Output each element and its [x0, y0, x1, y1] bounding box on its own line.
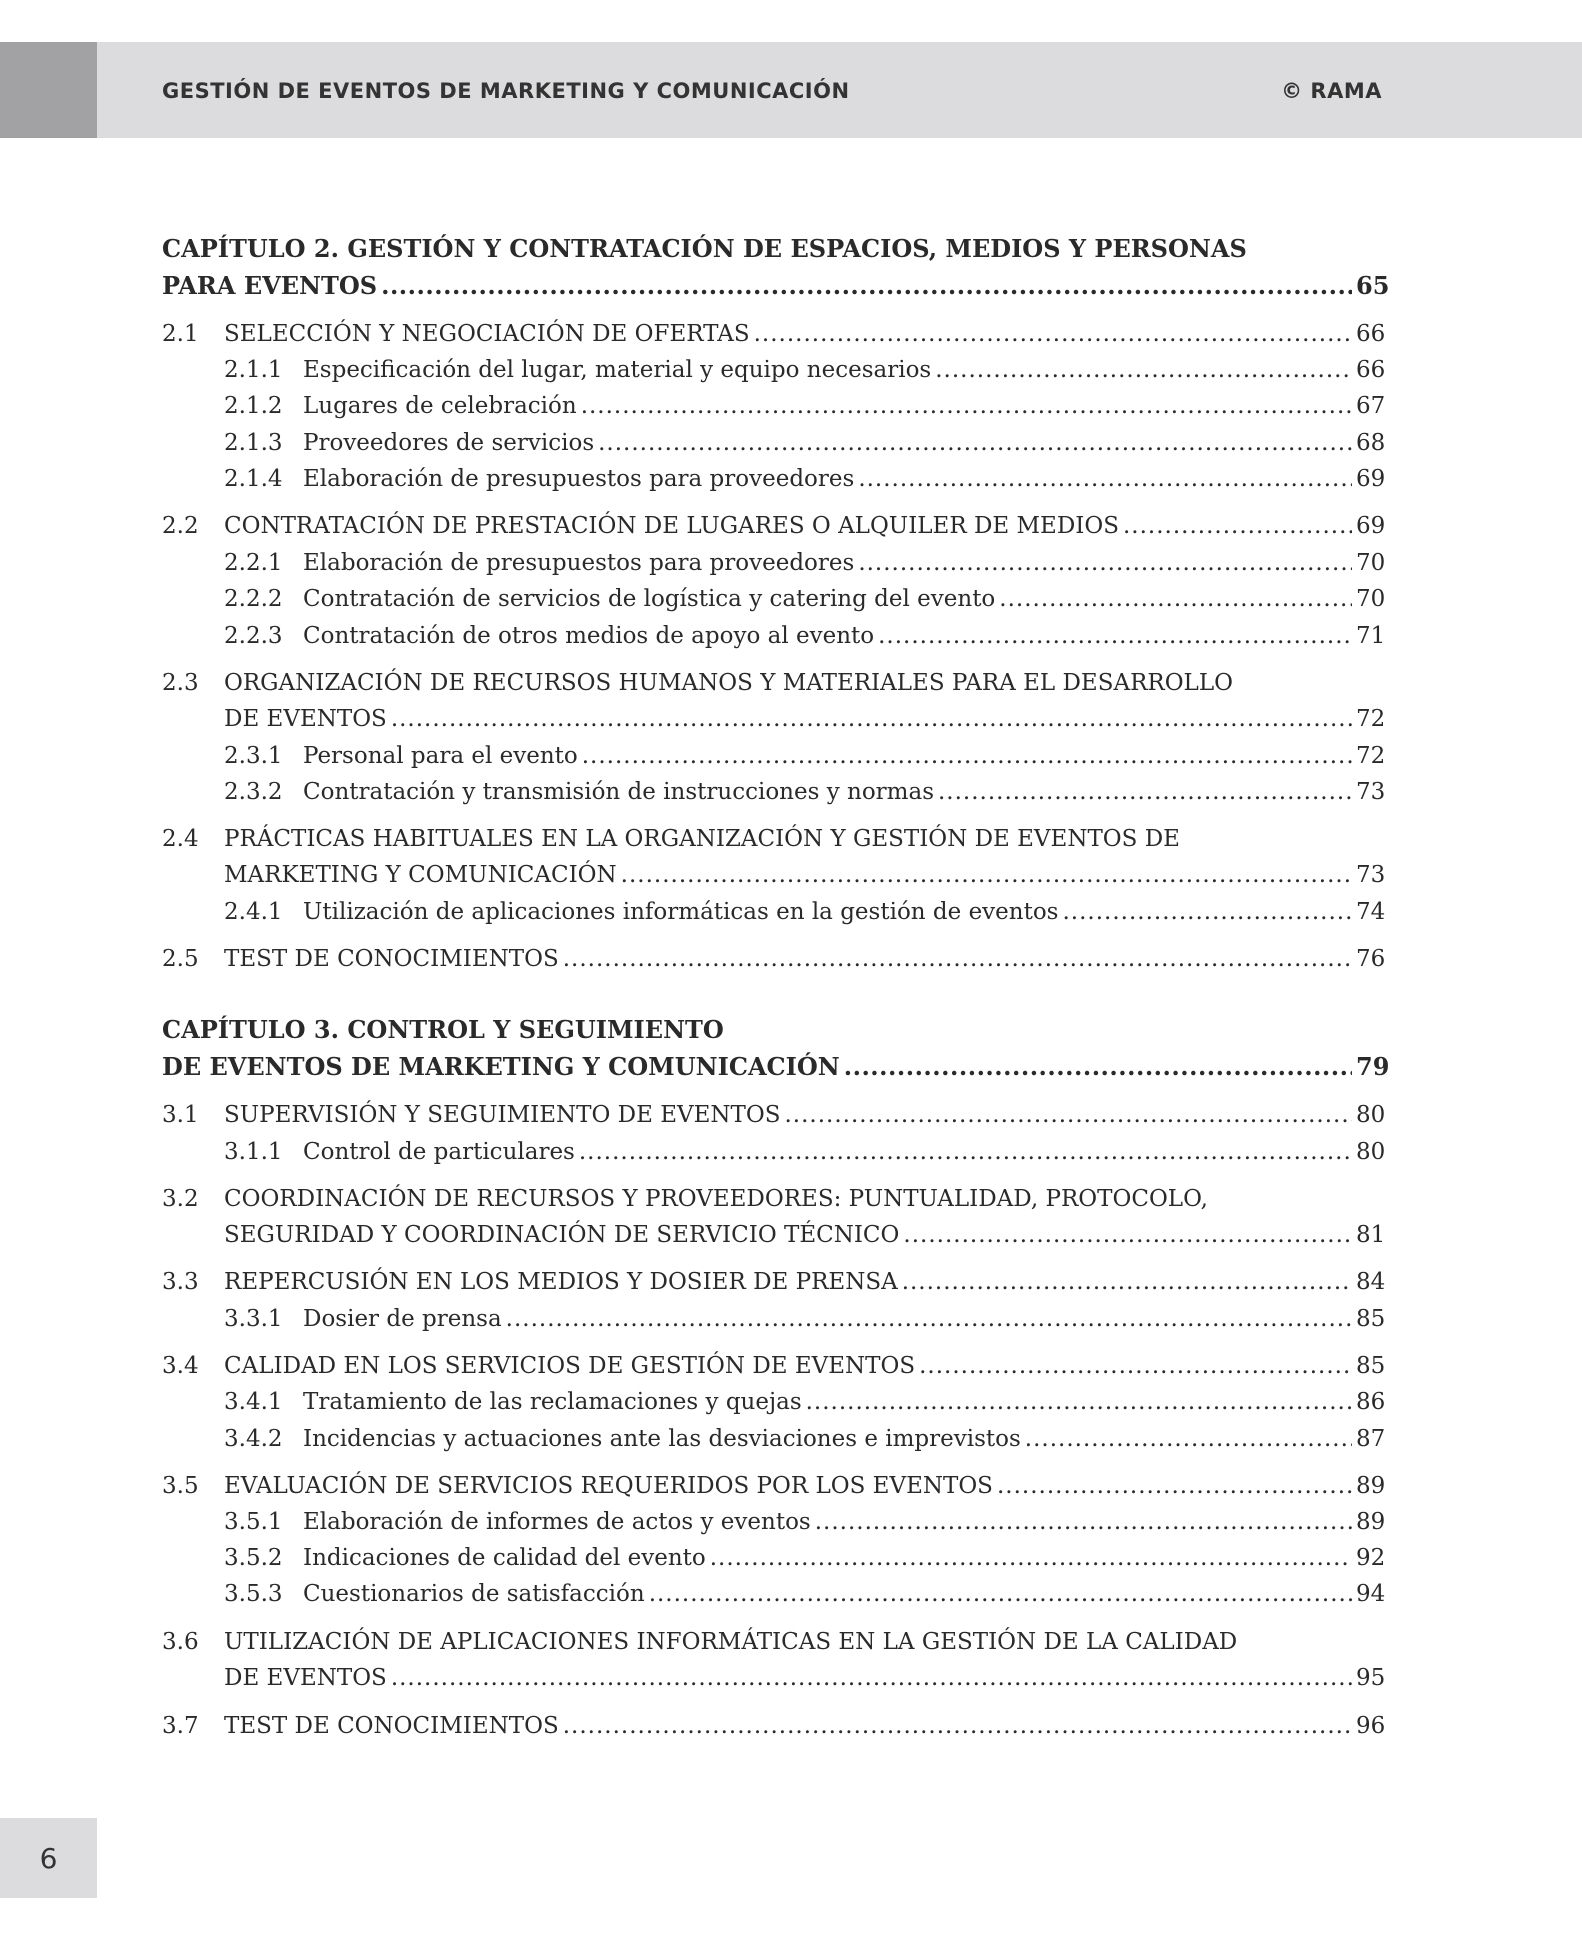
entry-number: 2.5	[162, 946, 199, 972]
running-header-title: GESTIÓN DE EVENTOS DE MARKETING Y COMUNICACIÓN	[162, 79, 850, 103]
toc-entry-2-1-4[interactable]	[162, 463, 1386, 495]
entry-title: Elaboración de presupuestos para proveedores	[303, 550, 855, 576]
entry-title-cont: DE EVENTOS	[224, 706, 387, 732]
toc-entry-2-4-1[interactable]	[162, 896, 1386, 928]
entry-number: 3.7	[162, 1713, 199, 1739]
entry-page: 86	[1356, 1389, 1386, 1415]
dot-leader	[815, 1506, 1352, 1538]
dot-leader	[649, 1578, 1352, 1610]
entry-number: 2.2	[162, 513, 199, 539]
entry-page: 96	[1356, 1713, 1386, 1739]
toc-entry-3-1[interactable]	[162, 1099, 1386, 1131]
toc-entry-2-1-2[interactable]	[162, 390, 1386, 422]
dot-leader	[563, 1710, 1352, 1742]
entry-title-cont: MARKETING Y COMUNICACIÓN	[224, 862, 617, 888]
entry-page: 80	[1356, 1139, 1386, 1165]
dot-leader	[579, 1136, 1352, 1168]
entry-page: 69	[1356, 513, 1386, 539]
entry-title: Contratación y transmisión de instrucciones y normas	[303, 779, 934, 805]
entry-page: 92	[1356, 1545, 1386, 1571]
toc-entry-2-4[interactable]	[162, 823, 1382, 855]
entry-number: 2.2.2	[224, 586, 283, 612]
entry-number: 2.1	[162, 321, 199, 347]
chapter-2-title: CAPÍTULO 2. GESTIÓN Y CONTRATACIÓN DE ESPACIOS, MEDIOS Y PERSONAS	[162, 234, 1247, 263]
entry-page: 69	[1356, 466, 1386, 492]
dot-leader	[598, 427, 1352, 459]
entry-title: Tratamiento de las reclamaciones y quejas	[303, 1389, 802, 1415]
chapter-2-title-cont: PARA EVENTOS	[162, 271, 378, 300]
toc-entry-2-1[interactable]	[162, 318, 1386, 350]
dot-leader	[710, 1542, 1352, 1574]
entry-number: 3.2	[162, 1186, 199, 1212]
chapter-3-title: CAPÍTULO 3. CONTROL Y SEGUIMIENTO	[162, 1015, 724, 1044]
entry-title: COORDINACIÓN DE RECURSOS Y PROVEEDORES: PUNTUALIDAD, PROTOCOLO,	[224, 1186, 1208, 1212]
dot-leader	[621, 859, 1352, 891]
toc-entry-3-4-2[interactable]	[162, 1423, 1386, 1455]
dot-leader	[1025, 1423, 1352, 1455]
entry-title: Control de particulares	[303, 1139, 575, 1165]
entry-page: 76	[1356, 946, 1386, 972]
entry-number: 2.1.1	[224, 357, 283, 383]
chapter-3-page: 79	[1356, 1052, 1390, 1081]
entry-title: Proveedores de servicios	[303, 430, 595, 456]
entry-number: 3.3.1	[224, 1306, 283, 1332]
entry-page: 87	[1356, 1426, 1386, 1452]
toc-entry-3-6-cont[interactable]	[162, 1662, 1386, 1694]
entry-page: 72	[1356, 706, 1386, 732]
dot-leader	[391, 703, 1352, 735]
entry-page: 80	[1356, 1102, 1386, 1128]
toc-entry-3-1-1[interactable]	[162, 1136, 1386, 1168]
entry-number: 2.1.4	[224, 466, 283, 492]
entry-title-cont: DE EVENTOS	[224, 1665, 387, 1691]
toc-entry-2-2-3[interactable]	[162, 620, 1386, 652]
entry-number: 2.3.2	[224, 779, 283, 805]
dot-leader	[902, 1266, 1352, 1298]
entry-page: 81	[1356, 1222, 1386, 1248]
entry-number: 3.5.1	[224, 1509, 283, 1535]
dot-leader	[563, 943, 1352, 975]
toc-entry-3-4-1[interactable]	[162, 1386, 1386, 1418]
toc-entry-2-2-2[interactable]	[162, 583, 1386, 615]
entry-number: 2.4.1	[224, 899, 283, 925]
entry-number: 3.1	[162, 1102, 199, 1128]
entry-number: 3.6	[162, 1629, 199, 1655]
entry-title: Especificación del lugar, material y equipo necesarios	[303, 357, 932, 383]
entry-title: Cuestionarios de satisfacción	[303, 1581, 645, 1607]
entry-number: 3.4.2	[224, 1426, 283, 1452]
entry-page: 89	[1356, 1473, 1386, 1499]
entry-title: Utilización de aplicaciones informáticas en la gestión de eventos	[303, 899, 1059, 925]
dot-leader	[999, 583, 1352, 615]
entry-title: Elaboración de informes de actos y eventos	[303, 1509, 811, 1535]
chapter-2-page: 65	[1356, 271, 1390, 300]
entry-title: UTILIZACIÓN DE APLICACIONES INFORMÁTICAS EN LA GESTIÓN DE LA CALIDAD	[224, 1629, 1238, 1655]
entry-page: 94	[1356, 1581, 1386, 1607]
entry-page: 67	[1356, 393, 1386, 419]
entry-title: REPERCUSIÓN EN LOS MEDIOS Y DOSIER DE PRENSA	[224, 1269, 898, 1295]
toc-entry-3-3-1[interactable]	[162, 1303, 1386, 1335]
dot-leader	[938, 776, 1352, 808]
dot-leader	[806, 1386, 1352, 1418]
toc-entry-2-3-2[interactable]	[162, 776, 1386, 808]
entry-title: TEST DE CONOCIMIENTOS	[224, 946, 559, 972]
entry-page: 66	[1356, 357, 1386, 383]
entry-number: 2.3	[162, 670, 199, 696]
entry-number: 2.1.2	[224, 393, 283, 419]
toc-entry-2-1-3[interactable]	[162, 427, 1386, 459]
dot-leader	[1123, 510, 1352, 542]
entry-page: 73	[1356, 862, 1386, 888]
entry-title: Contratación de servicios de logística y catering del evento	[303, 586, 996, 612]
chapter-3-entry[interactable]	[162, 1051, 1390, 1083]
entry-title: Incidencias y actuaciones ante las desviaciones e imprevistos	[303, 1426, 1021, 1452]
toc-entry-2-2[interactable]	[162, 510, 1386, 542]
toc-entry-2-2-1[interactable]	[162, 547, 1386, 579]
entry-number: 3.4	[162, 1353, 199, 1379]
entry-number: 3.1.1	[224, 1139, 283, 1165]
entry-page: 68	[1356, 430, 1386, 456]
entry-page: 70	[1356, 586, 1386, 612]
entry-number: 2.4	[162, 826, 199, 852]
dot-leader	[903, 1219, 1352, 1251]
entry-title: Contratación de otros medios de apoyo al evento	[303, 623, 875, 649]
dot-leader	[784, 1099, 1352, 1131]
entry-number: 3.5	[162, 1473, 199, 1499]
chapter-2-entry[interactable]	[162, 270, 1390, 302]
entry-title: SUPERVISIÓN Y SEGUIMIENTO DE EVENTOS	[224, 1102, 781, 1128]
dot-leader	[935, 354, 1352, 386]
toc-entry-3-5-2[interactable]	[162, 1542, 1386, 1574]
entry-title: SELECCIÓN Y NEGOCIACIÓN DE OFERTAS	[224, 321, 750, 347]
entry-page: 71	[1356, 623, 1386, 649]
toc-entry-3-5[interactable]	[162, 1470, 1386, 1502]
entry-number: 3.5.2	[224, 1545, 283, 1571]
dot-leader	[381, 270, 1352, 302]
dot-leader	[858, 547, 1352, 579]
entry-number: 2.1.3	[224, 430, 283, 456]
dot-leader	[391, 1662, 1352, 1694]
entry-title: TEST DE CONOCIMIENTOS	[224, 1713, 559, 1739]
entry-page: 84	[1356, 1269, 1386, 1295]
toc-entry-2-5[interactable]	[162, 943, 1386, 975]
toc-entry-2-3-cont[interactable]	[162, 703, 1386, 735]
chapter-3-title-cont: DE EVENTOS DE MARKETING Y COMUNICACIÓN	[162, 1052, 840, 1081]
dot-leader	[844, 1051, 1352, 1083]
toc-entry-3-7[interactable]	[162, 1710, 1386, 1742]
toc-entry-2-1-1[interactable]	[162, 354, 1386, 386]
toc-entry-2-3[interactable]	[162, 667, 1382, 699]
dot-leader	[582, 740, 1352, 772]
entry-number: 3.5.3	[224, 1581, 283, 1607]
entry-page: 95	[1356, 1665, 1386, 1691]
entry-number: 2.3.1	[224, 743, 283, 769]
entry-page: 73	[1356, 779, 1386, 805]
entry-title: Elaboración de presupuestos para proveedores	[303, 466, 855, 492]
entry-page: 85	[1356, 1306, 1386, 1332]
dot-leader	[997, 1470, 1352, 1502]
entry-page: 89	[1356, 1509, 1386, 1535]
toc-entry-3-4[interactable]	[162, 1350, 1386, 1382]
dot-leader	[506, 1303, 1352, 1335]
page-number: 6	[39, 1842, 58, 1875]
entry-title: Indicaciones de calidad del evento	[303, 1545, 706, 1571]
entry-page: 66	[1356, 321, 1386, 347]
dot-leader	[754, 318, 1352, 350]
entry-number: 2.2.1	[224, 550, 283, 576]
dot-leader	[858, 463, 1352, 495]
entry-page: 70	[1356, 550, 1386, 576]
running-header-publisher: © RAMA	[1281, 79, 1382, 103]
toc-entry-2-4-cont[interactable]	[162, 859, 1386, 891]
entry-title: ORGANIZACIÓN DE RECURSOS HUMANOS Y MATERIALES PARA EL DESARROLLO	[224, 670, 1233, 696]
entry-page: 72	[1356, 743, 1386, 769]
toc-entry-3-2-cont[interactable]	[162, 1219, 1386, 1251]
entry-title: Lugares de celebración	[303, 393, 577, 419]
entry-page: 85	[1356, 1353, 1386, 1379]
dot-leader	[1063, 896, 1353, 928]
entry-title: Personal para el evento	[303, 743, 578, 769]
dot-leader	[878, 620, 1352, 652]
entry-page: 74	[1356, 899, 1386, 925]
toc-entry-2-3-1[interactable]	[162, 740, 1386, 772]
entry-number: 3.3	[162, 1269, 199, 1295]
toc-entry-3-5-1[interactable]	[162, 1506, 1386, 1538]
dot-leader	[581, 390, 1352, 422]
entry-title: PRÁCTICAS HABITUALES EN LA ORGANIZACIÓN Y GESTIÓN DE EVENTOS DE	[224, 826, 1180, 852]
entry-title: CALIDAD EN LOS SERVICIOS DE GESTIÓN DE EVENTOS	[224, 1353, 916, 1379]
toc-entry-3-6[interactable]	[162, 1626, 1382, 1658]
entry-number: 3.4.1	[224, 1389, 283, 1415]
dot-leader	[919, 1350, 1352, 1382]
entry-title: EVALUACIÓN DE SERVICIOS REQUERIDOS POR LOS EVENTOS	[224, 1473, 993, 1499]
entry-title: Dosier de prensa	[303, 1306, 502, 1332]
toc-entry-3-2[interactable]	[162, 1183, 1382, 1215]
toc-entry-3-5-3[interactable]	[162, 1578, 1386, 1610]
entry-number: 2.2.3	[224, 623, 283, 649]
toc-entry-3-3[interactable]	[162, 1266, 1386, 1298]
entry-title: CONTRATACIÓN DE PRESTACIÓN DE LUGARES O ALQUILER DE MEDIOS	[224, 513, 1119, 539]
entry-title-cont: SEGURIDAD Y COORDINACIÓN DE SERVICIO TÉCNICO	[224, 1222, 900, 1248]
